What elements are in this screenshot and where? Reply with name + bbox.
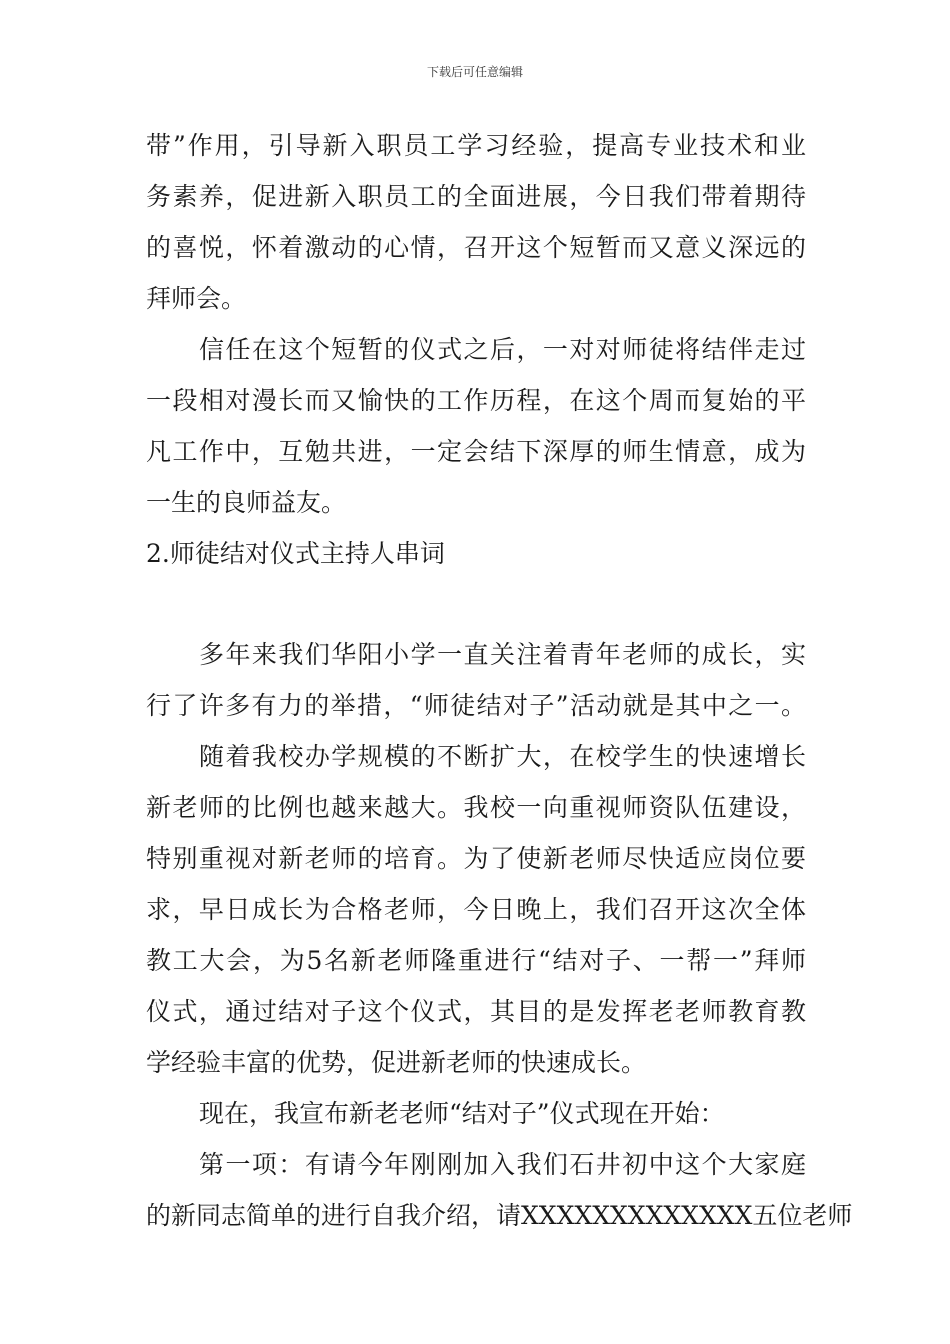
section-title: 2.师徒结对仪式主持人串词 bbox=[146, 539, 445, 568]
text-line: 凡工作中，互勉共进，一定会结下深厚的师生情意，成为 bbox=[146, 437, 806, 466]
section-heading bbox=[146, 534, 806, 585]
paragraph bbox=[146, 635, 806, 737]
text-line: 一生的良师益友。 bbox=[146, 488, 347, 517]
text-line: 教工大会，为5名新老师隆重进行“结对子、一帮一”拜师 bbox=[146, 946, 806, 975]
text-line: 现在，我宣布新老老师“结对子”仪式现在开始： bbox=[199, 1099, 725, 1128]
text-line: 务素养，促进新入职员工的全面进展，今日我们带着期待 bbox=[146, 182, 806, 211]
paragraph bbox=[146, 737, 806, 1094]
text-line: 的喜悦，怀着激动的心情，召开这个短暂而又意义深远的 bbox=[146, 233, 806, 262]
paragraph bbox=[146, 1145, 853, 1247]
text-line: 仪式，通过结对子这个仪式，其目的是发挥老老师教育教 bbox=[146, 997, 806, 1026]
text-line: 一段相对漫长而又愉快的工作历程，在这个周而复始的平 bbox=[146, 386, 806, 415]
text-line: 信任在这个短暂的仪式之后，一对对师徒将结伴走过 bbox=[199, 335, 806, 364]
text-line: 求，早日成长为合格老师，今日晚上，我们召开这次全体 bbox=[146, 895, 806, 924]
paragraph bbox=[146, 126, 806, 330]
paragraph bbox=[146, 330, 806, 534]
text-line: 随着我校办学规模的不断扩大，在校学生的快速增长 bbox=[199, 742, 806, 771]
text-line: 带”作用，引导新入职员工学习经验，提高专业技术和业 bbox=[146, 131, 806, 160]
document-body bbox=[146, 126, 853, 1247]
text-line: 行了许多有力的举措，“师徒结对子”活动就是其中之一。 bbox=[146, 691, 806, 720]
paragraph bbox=[146, 1094, 806, 1145]
spacer bbox=[146, 585, 806, 635]
text-line: 多年来我们华阳小学一直关注着青年老师的成长，实 bbox=[199, 640, 806, 669]
text-line: 的新同志简单的进行自我介绍，请XXXXXXXXXXXXX五位老师 bbox=[146, 1201, 853, 1230]
text-line: 学经验丰富的优势，促进新老师的快速成长。 bbox=[146, 1048, 647, 1077]
page-header: 下载后可任意编辑 bbox=[426, 65, 523, 79]
text-line: 新老师的比例也越来越大。我校一向重视师资队伍建设， bbox=[146, 793, 806, 822]
text-line: 第一项：有请今年刚刚加入我们石井初中这个大家庭 bbox=[199, 1150, 806, 1179]
text-line: 拜师会。 bbox=[146, 284, 247, 313]
text-line: 特别重视对新老师的培育。为了使新老师尽快适应岗位要 bbox=[146, 844, 806, 873]
